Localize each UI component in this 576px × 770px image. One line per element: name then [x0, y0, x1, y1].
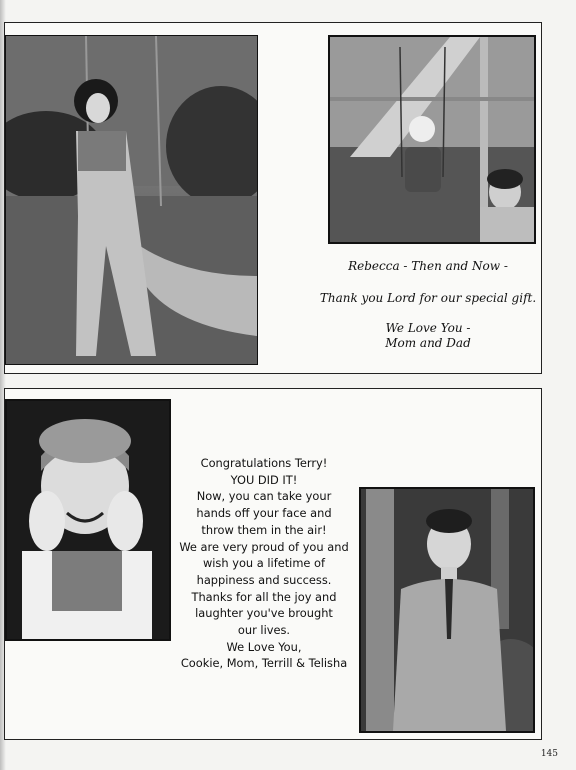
photo-rebecca-baby-swing	[328, 35, 536, 244]
message-line: throw them in the air!	[201, 522, 327, 537]
caption-love: We Love You -	[385, 321, 471, 335]
message-line: We are very proud of you and	[179, 539, 349, 554]
photo-rebecca-on-swing	[5, 35, 258, 365]
ad-panel-rebecca	[4, 22, 542, 374]
ad-panel-terry	[4, 388, 542, 740]
message-line: our lives.	[237, 623, 291, 638]
congratulations-message	[171, 455, 357, 672]
page-number: 145	[540, 749, 558, 759]
message-line: YOU DID IT!	[230, 472, 298, 487]
message-line: Thanks for all the joy and	[191, 589, 337, 604]
photo-terry-child	[5, 399, 171, 641]
caption-thanks: Thank you Lord for our special gift.	[319, 291, 537, 305]
caption-title: Rebecca - Then and Now -	[348, 259, 508, 273]
message-line: happiness and success.	[196, 572, 332, 587]
message-line: wish you a lifetime of	[202, 556, 326, 571]
message-line: Cookie, Mom, Terrill & Telisha	[180, 656, 348, 671]
message-line: We Love You,	[226, 639, 302, 654]
caption-signature: Mom and Dad	[385, 336, 471, 350]
message-line: laughter you've brought	[195, 606, 333, 621]
message-line: Congratulations Terry!	[200, 456, 328, 470]
photo-terry-senior-portrait	[359, 487, 535, 733]
message-line: hands off your face and	[196, 506, 332, 521]
message-line: Now, you can take your	[196, 489, 332, 504]
